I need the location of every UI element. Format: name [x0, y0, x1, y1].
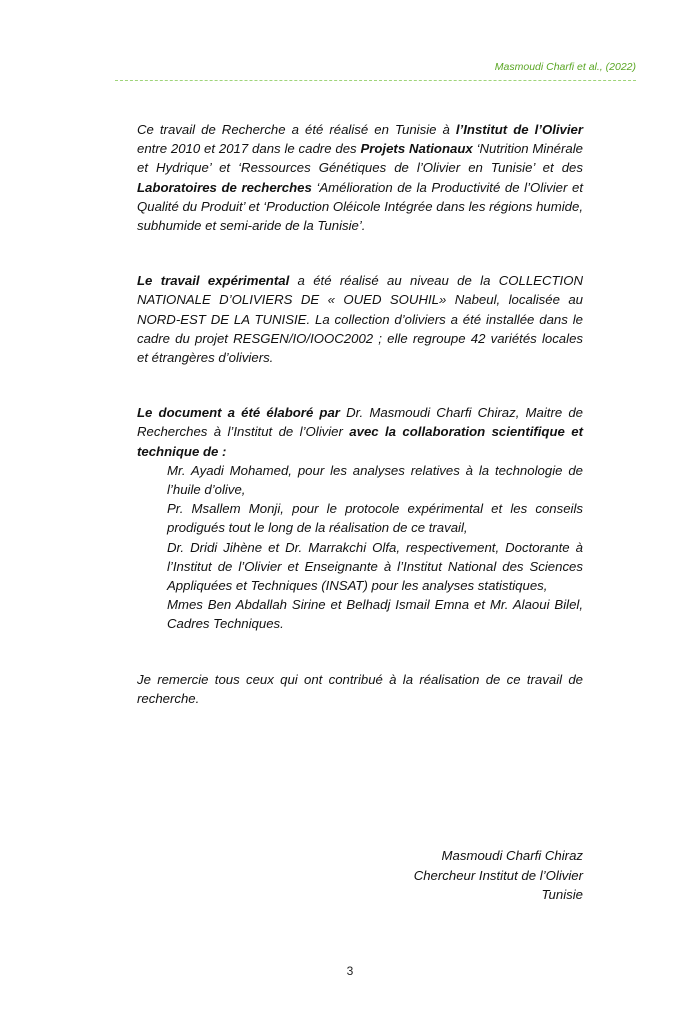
running-head: Masmoudi Charfi et al., (2022) [494, 61, 636, 73]
contributor-item: Dr. Dridi Jihène et Dr. Marrakchi Olfa, respectivement, Doctorante à l’Institut de l’Olivier et Enseignante à l’Institut National des Sciences Appliquées et Techniques (INSAT) pour les analyses statistiques, [167, 539, 583, 594]
paragraph-experimental-work [137, 271, 583, 367]
page-number: 3 [346, 964, 354, 978]
text: entre 2010 et 2017 dans le cadre des [137, 141, 361, 157]
bold-document-by: Le document a été élaboré par [137, 405, 340, 421]
bold-national-projects: Projets Nationaux [360, 141, 473, 157]
text: ‘Nutrition Minérale et Hydrique’ et ‘Ressources Génétiques de l’Olivier en Tunisie’ et des [137, 141, 584, 176]
contributor-item: Mr. Ayadi Mohamed, pour les analyses relatives à la technologie de l’huile d’olive, [167, 462, 583, 498]
text: Ce travail de Recherche a été réalisé en Tunisie à [137, 122, 456, 137]
paragraph-authorship [137, 403, 583, 461]
contributors-list [137, 461, 583, 634]
text: ‘Amélioration de la Productivité de l’Olivier et Qualité du Produit’ et ‘Production Oléicole Intégrée dans les régions humide, subhumide et semi-aride de la Tunisie’. [137, 179, 583, 234]
paragraph-research-context [137, 120, 583, 235]
document-body [137, 120, 583, 708]
text: a été réalisé au niveau de la COLLECTION NATIONALE D’OLIVIERS DE « OUED SOUHIL» Nabeul, localisée au NORD-EST DE LA TUNISIE. La collection d’oliviers a été installée dans le cadre du projet RESGEN/IO/IOOC2002 ; elle regroupe 42 variétés locales et étrangères d’oliviers. [137, 273, 583, 366]
signature-country: Tunisie [541, 887, 583, 902]
contributor-item: Mmes Ben Abdallah Sirine et Belhadj Ismail Emna et Mr. Alaoui Bilel, Cadres Techniques. [167, 597, 583, 632]
signature-title: Chercheur Institut de l’Olivier [413, 867, 583, 883]
bold-collaboration: avec la collaboration scientifique et technique de : [137, 424, 583, 459]
contributor-item: Pr. Msallem Monji, pour le protocole expérimental et les conseils prodigués tout le long de la réalisation de ce travail, [167, 501, 583, 536]
bold-experimental-work: Le travail expérimental [137, 273, 290, 289]
header-dashed-rule [115, 80, 636, 81]
text: Dr. Masmoudi Charfi Chiraz, Maitre de Recherches à l’Institut de l’Olivier [137, 405, 583, 440]
signature-block [414, 846, 583, 905]
paragraph-thanks: Je remercie tous ceux qui ont contribué à la réalisation de ce travail de recherche. [137, 671, 583, 706]
bold-institute: l’Institut de l’Olivier [455, 122, 584, 137]
signature-name: Masmoudi Charfi Chiraz [441, 848, 583, 863]
bold-research-labs: Laboratoires de recherches [137, 179, 312, 195]
